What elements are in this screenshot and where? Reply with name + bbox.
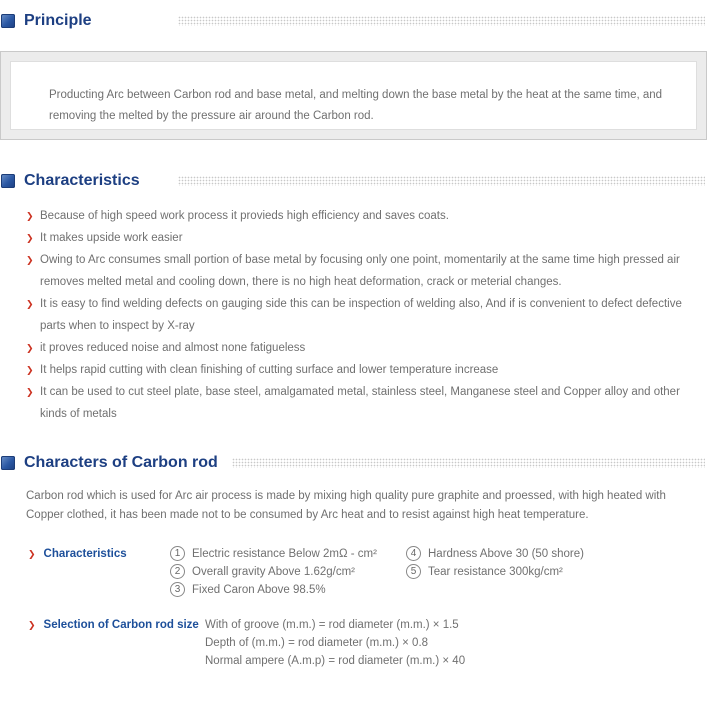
chevron-right-icon: ❯ <box>28 620 36 630</box>
section-square-icon <box>1 174 15 188</box>
spec-item: 2 Overall gravity Above 1.62g/cm² <box>170 563 355 581</box>
circled-number: 1 <box>170 546 185 561</box>
characteristics-header <box>0 169 140 193</box>
carbon-rod-description: Carbon rod which is used for Arc air process is made by mixing high quality pure graphite and proessed, with high heated with Copper clothed, it has been made not to be consumed by Arc heat and to resist against high heat temperature. <box>26 490 666 521</box>
principle-text: Producting Arc between Carbon rod and base metal, and melting down the base metal by the heat at the same time, and removing the melted by the pressure air around the Carbon rod. <box>49 89 663 122</box>
list-item: ❯ It helps rapid cutting with clean finishing of cutting surface and lower temperature increase <box>26 359 701 381</box>
chevron-right-icon: ❯ <box>26 299 34 309</box>
spec-item: 4 Hardness Above 30 (50 shore) <box>406 545 584 563</box>
section-square-icon <box>1 14 15 28</box>
characteristics-sublabel: ❯ Characteristics <box>28 548 127 560</box>
chevron-right-icon: ❯ <box>26 387 34 397</box>
characteristics-title: Characteristics <box>24 172 140 189</box>
principle-header <box>0 9 92 33</box>
circled-number: 4 <box>406 546 421 561</box>
carbon-rod-title: Characters of Carbon rod <box>24 454 218 471</box>
carbon-rod-header <box>0 451 218 475</box>
circled-number: 5 <box>406 564 421 579</box>
header-dotted-rule <box>232 458 705 468</box>
spec-item: 3 Fixed Caron Above 98.5% <box>170 581 326 599</box>
header-dotted-rule <box>178 16 705 26</box>
circled-number: 2 <box>170 564 185 579</box>
header-dotted-rule <box>178 176 705 186</box>
chevron-right-icon: ❯ <box>26 211 34 221</box>
principle-title: Principle <box>24 12 92 29</box>
chevron-right-icon: ❯ <box>26 233 34 243</box>
chevron-right-icon: ❯ <box>28 549 36 559</box>
spec-item: 1 Electric resistance Below 2mΩ - cm² <box>170 545 377 563</box>
list-item: ❯ Owing to Arc consumes small portion of base metal by focusing only one point, momentarily at the same time high pressed air removes melted metal and cooling down, there is no high heat deformation, crack or meterial changes. <box>26 249 701 293</box>
chevron-right-icon: ❯ <box>26 343 34 353</box>
list-item: ❯ It makes upside work easier <box>26 227 701 249</box>
principle-inner <box>10 61 697 130</box>
list-item: ❯ Because of high speed work process it provieds high efficiency and saves coats. <box>26 205 701 227</box>
selection-sublabel: ❯ Selection of Carbon rod size <box>28 619 199 631</box>
characteristics-list <box>26 205 701 425</box>
principle-box <box>0 51 707 140</box>
list-item: ❯ It is easy to find welding defects on gauging side this can be inspection of welding also, And if is convenient to defect defective parts when to inspect by X-ray <box>26 293 701 337</box>
chevron-right-icon: ❯ <box>26 365 34 375</box>
list-item: ❯ It can be used to cut steel plate, base steel, amalgamated metal, stainless steel, Manganese steel and Copper alloy and other kinds of metals <box>26 381 701 425</box>
section-square-icon <box>1 456 15 470</box>
list-item: ❯ it proves reduced noise and almost none fatigueless <box>26 337 701 359</box>
formula-line: Normal ampere (A.m.p) = rod diameter (m.m.) × 40 <box>205 655 466 667</box>
chevron-right-icon: ❯ <box>26 255 34 265</box>
formula-line: With of groove (m.m.) = rod diameter (m.m.) × 1.5 <box>205 619 459 631</box>
formula-line: Depth of (m.m.) = rod diameter (m.m.) × 0.8 <box>205 637 429 649</box>
circled-number: 3 <box>170 582 185 597</box>
spec-item: 5 Tear resistance 300kg/cm² <box>406 563 563 581</box>
